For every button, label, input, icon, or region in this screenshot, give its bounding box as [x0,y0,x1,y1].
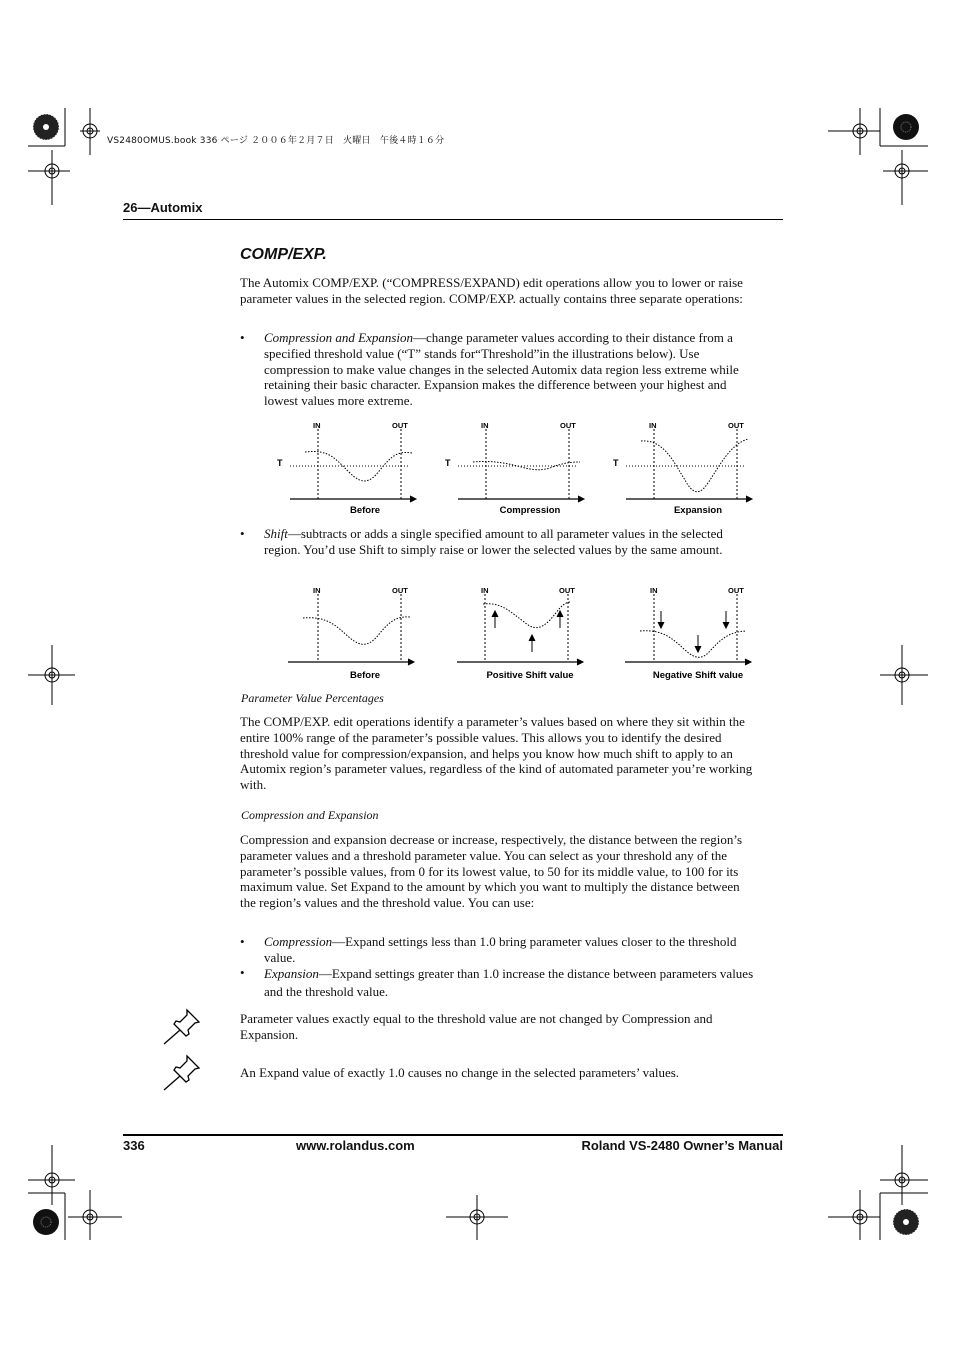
caption-expansion: Expansion [673,505,723,516]
bullet-dot: • [240,330,245,345]
caption-before: Before [349,505,381,516]
bullet-term: Shift [264,526,288,541]
note-expand-one: An Expand value of exactly 1.0 causes no change in the selected parameters’ values. [240,1065,680,1080]
threshold-label: T [445,458,451,468]
out-label: OUT [559,586,575,595]
out-label: OUT [560,421,576,430]
in-label: IN [650,586,658,595]
bullet-text: —Expand settings greater than 1.0 increase the distance between parameters values and the threshold value. [264,966,754,999]
panel-positive-shift [457,594,583,665]
caption-positive-shift: Positive Shift value [486,670,574,681]
pushpin-note-icon [160,1054,202,1092]
print-info: VS2480OMUS.book 336 ページ ２００６年２月７日 火曜日 午後４時１６分 [107,136,445,146]
caption-before: Before [349,670,381,681]
out-label: OUT [728,586,744,595]
panel-shift-before [288,594,414,665]
bullet-text: —change parameter values according to their distance from a specified threshold value (“T” stands for“Threshold”in the illustrations below). Use compression to make value changes in the selected Automix data region less extreme while retaining their basic character. Expansion makes the difference between your highest and lowest values more extreme. [264,330,739,409]
bullet-dot: • [240,526,245,541]
section-title: COMP/EXP. [240,246,327,263]
in-label: IN [313,586,321,595]
in-label: IN [313,421,321,430]
arrow-down-icon [658,611,729,652]
panel-expansion [626,429,752,502]
bullet-term: Compression [264,934,333,949]
panel-negative-shift [625,594,751,665]
subheading-compression-expansion: Compression and Expansion [241,808,379,822]
panel-compression [458,429,584,502]
footer-website: www.rolandus.com [296,1138,415,1153]
threshold-label: T [277,458,283,468]
in-label: IN [649,421,657,430]
out-label: OUT [392,586,408,595]
subheading-parameter-value-percentages: Parameter Value Percentages [241,691,384,705]
percentages-paragraph: The COMP/EXP. edit operations identify a parameter’s values based on where they sit within the entire 100% range of the parameter’s possible values. This allows you to identify the desired threshold value for compression/expansion, and helps you know how much shift to apply to an Automix region’s parameter values, regardless of the kind of automated parameter you’re working with. [240,714,753,793]
page-number: 336 [123,1138,145,1153]
caption-compression: Compression [499,505,561,516]
header-rule [123,219,783,220]
compression-expansion-paragraph: Compression and expansion decrease or increase, respectively, the distance between the region’s parameter values and a threshold parameter value. You can select as your threshold any of the parameter’s possible values, from 0 for its lowest value, to 50 for its middle value, to 100 for its maximum value. Set Expand to the amount by which you want to multiply the distance between the region’s values and the threshold value. You can use: [240,832,742,911]
bullet-term: Expansion [264,966,319,981]
bullet-dot: • [240,965,245,980]
caption-negative-shift: Negative Shift value [652,670,744,681]
footer-manual-title: Roland VS-2480 Owner’s Manual [581,1138,783,1153]
threshold-label: T [613,458,619,468]
chapter-header: 26—Automix [123,200,203,215]
bullet-dot: • [240,934,245,949]
arrow-up-icon [492,611,563,652]
shift-diagram [270,580,760,685]
note-threshold-unchanged: Parameter values exactly equal to the threshold value are not changed by Compression and Expansion. [240,1011,713,1042]
bullet-term: Compression and Expansion [264,330,414,345]
pushpin-note-icon [160,1008,202,1046]
footer-rule [123,1134,783,1136]
bullet-text: —subtracts or adds a single specified amount to all parameter values in the selected region. You’d use Shift to simply raise or lower the selected values by the same amount. [264,526,723,557]
in-label: IN [481,421,489,430]
out-label: OUT [728,421,744,430]
compression-expansion-diagram [270,415,760,520]
bullet-text: —Expand settings less than 1.0 bring parameter values closer to the threshold value. [264,934,737,965]
out-label: OUT [392,421,408,430]
panel-before [290,429,416,502]
in-label: IN [481,586,489,595]
intro-paragraph: The Automix COMP/EXP. (“COMPRESS/EXPAND) edit operations allow you to lower or raise parameter values in the selected region. COMP/EXP. actually contains three separate operations: [240,275,743,306]
